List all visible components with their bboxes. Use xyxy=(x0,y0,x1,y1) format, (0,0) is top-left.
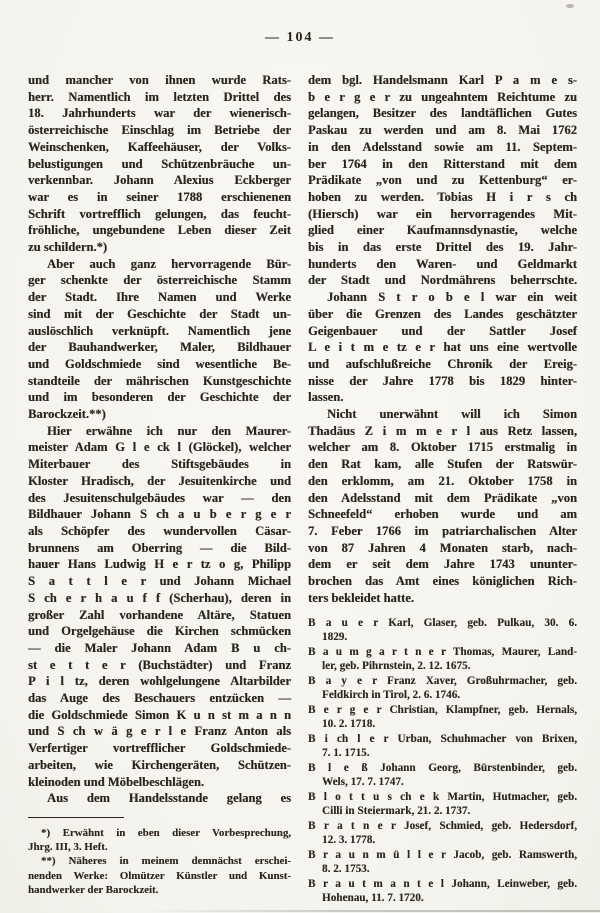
directory-entry-baumgartner xyxy=(308,645,577,674)
text-line: 1829. xyxy=(322,631,348,643)
text-line: auslöschlich verknüpft. Namentlich jene xyxy=(28,323,291,338)
text-line: B r a u n m ü l l e r Jacob, geb. Ramswerth, xyxy=(308,848,577,861)
text-line: 7. 1. 1715. xyxy=(322,747,370,759)
text-line: (Hiersch) war ein hervorragendes Mit- xyxy=(308,206,577,221)
text-line: der Bauhandwerker, Maler, Bildhauer xyxy=(28,340,291,355)
text-line: in den Adelsstand sowie am 11. Septem- xyxy=(308,139,577,154)
text-line: zu schildern.*) xyxy=(28,240,108,255)
text-line: und mancher von ihnen wurde Rats- xyxy=(28,73,291,87)
text-line: und Goldschmiede sind wesentliche Be- xyxy=(28,356,291,371)
footnote-2 xyxy=(28,854,291,897)
text-line: B r a t n e r Josef, Schmied, geb. Hedersdorf, xyxy=(308,819,577,832)
text-line: Thadäus Z i m m e r l aus Retz lassen, xyxy=(308,423,577,438)
text-line: standteile der mährischen Kunstgeschichte xyxy=(28,373,291,388)
left-column-body-text xyxy=(28,72,291,807)
text-line: lassen. xyxy=(308,390,344,405)
text-line: von 87 Jahren 4 Monaten starb, nach- xyxy=(308,540,577,555)
page-number: — 104 — xyxy=(265,30,335,45)
text-columns xyxy=(28,72,577,906)
text-line: fröhliche, ungebundene Leben dieser Zeit xyxy=(28,223,291,238)
footnotes xyxy=(28,826,291,897)
text-line: B i ch l e r Urban, Schuhmacher von Brixen, xyxy=(308,732,577,745)
text-line: den erklomm, am 21. Oktober 1758 in xyxy=(308,473,577,488)
paragraph-handelsstand-anfang xyxy=(28,790,291,807)
directory-entry-bless xyxy=(308,761,577,790)
text-line: **) Näheres in meinem demnächst erschei- xyxy=(41,855,291,868)
text-line: Hohenau, 11. 7. 1720. xyxy=(322,892,424,904)
directory-entry-blottuschek xyxy=(308,790,577,819)
paragraph-pamesberger xyxy=(308,72,577,289)
text-line: P i l tz, deren wohlgelungene Altarbilder xyxy=(28,674,291,689)
text-line: B a u m g a r t n e r Thomas, Maurer, Land- xyxy=(308,645,577,658)
text-line: Bildhauer Johann S ch a u b e r g e r xyxy=(28,507,291,522)
text-line: Miterbauer des Stiftsgebäudes in xyxy=(28,457,291,472)
text-line: Aber auch ganz hervorragende Bür- xyxy=(47,256,291,271)
right-column-body-text xyxy=(308,72,577,607)
text-line: ters bekleidet hatte. xyxy=(308,590,414,605)
text-line: Verfertiger vortrefflicher Goldschmiede- xyxy=(28,741,291,756)
text-line: den Rat kam, alle Stufen der Ratswür- xyxy=(308,457,577,472)
text-line: als Schöpfer des wundervollen Cäsar- xyxy=(28,523,291,538)
footnote-separator-rule xyxy=(28,817,124,818)
text-line: des Jesuitenschulgebäudes war — den xyxy=(28,490,291,505)
text-line: Cilli in Steiermark, 21. 2. 1737. xyxy=(322,805,471,817)
text-line: *) Erwähnt in eben dieser Vorbesprechung, xyxy=(41,826,291,839)
text-line: Kloster Hradisch, der Jesuitenkirche und xyxy=(28,473,291,488)
craftsmen-directory-list xyxy=(308,616,577,906)
text-line: hunderts den Waren- und Geldmarkt xyxy=(308,256,577,271)
text-line: bis in das erste Drittel des 19. Jahr- xyxy=(308,240,577,255)
text-line: Paskau zu werden und am 8. Mai 1762 xyxy=(308,123,577,138)
text-line: 18. Jahrhunderts war der wienerisch- xyxy=(28,106,291,121)
text-line: B l o t t u s ch e k Martin, Hutmacher, geb. xyxy=(308,790,577,803)
text-line: st e t t e r (Buchstädter) und Franz xyxy=(28,657,291,672)
text-line: B a u e r Karl, Glaser, geb. Pulkau, 30. 6. xyxy=(308,616,577,629)
text-line: brochen das Amt eines königlichen Rich- xyxy=(308,574,577,589)
text-line: das Auge des Beschauers entzücken — xyxy=(28,691,291,706)
text-line: arbeiten, wie Kirchengeräten, Schützen- xyxy=(28,757,291,772)
text-line: B e r g e r Christian, Klampfner, geb. Hernals, xyxy=(308,703,577,716)
text-line: Barockzeit.**) xyxy=(28,407,106,422)
text-line: war es in seiner 1788 erschienenen xyxy=(28,189,291,204)
text-line: die Goldschmiede Simon K u n st m a n n xyxy=(28,707,291,722)
text-line: hoben zu werden. Tobias H i r s ch xyxy=(308,189,577,204)
text-line: B r a u t m a n t e l Johann, Leinweber, geb. xyxy=(308,877,577,890)
directory-entry-bauer xyxy=(308,616,577,645)
text-line: ger schenkte der österreichische Stamm xyxy=(28,273,291,288)
text-line: handwerker der Barockzeit. xyxy=(28,883,159,896)
text-line: österreichische Einschlag im Betriebe der xyxy=(28,123,291,138)
text-line: brunnens am Oberring — die Bild- xyxy=(28,540,291,555)
text-line: B l e ß Johann Georg, Bürstenbinder, geb. xyxy=(308,761,577,774)
directory-entry-brautmantel xyxy=(308,877,577,906)
text-line: meister Adam G l e ck l (Glöckel), welcher xyxy=(28,440,291,455)
text-line: b e r g e r zu ungeahntem Reichtume zu xyxy=(308,89,577,104)
text-line: Weinschenken, Kaffeehäuser, der Volks- xyxy=(28,139,291,154)
text-line: hauer Hans Ludwig H e r tz o g, Philipp xyxy=(28,557,291,572)
text-line: gelangen, Besitzer des landtäflichen Gutes xyxy=(308,106,577,121)
paragraph-zimmerl xyxy=(308,406,577,606)
text-line: Prädikate „von und zu Kettenburg“ er- xyxy=(308,173,577,188)
text-line: dem bgl. Handelsmann Karl P a m e s- xyxy=(308,73,577,87)
text-line: 8. 2. 1753. xyxy=(322,863,370,875)
directory-entry-bratner xyxy=(308,819,577,848)
directory-entry-braunmueller xyxy=(308,848,577,877)
text-line: B a y e r Franz Xaver, Großuhrmacher, geb. xyxy=(308,674,577,687)
text-line: Nicht unerwähnt will ich Simon xyxy=(327,407,577,422)
scan-speck xyxy=(566,4,574,8)
text-line: Geigenbauer und der Sattler Josef xyxy=(308,323,577,338)
text-line: Wels, 17. 7. 1747. xyxy=(322,776,404,788)
text-line: ler, geb. Pihrnstein, 2. 12. 1675. xyxy=(322,660,471,672)
text-line: Jhrg. III, 3. Heft. xyxy=(28,841,108,854)
text-line: ber 1764 in den Ritterstand mit dem xyxy=(308,156,577,171)
paragraph-strobel-leitmetzer xyxy=(308,289,577,406)
text-line: 12. 3. 1778. xyxy=(322,834,376,846)
text-line: Feldkirch in Tirol, 2. 6. 1746. xyxy=(322,689,461,701)
text-line: Aus dem Handelsstande gelang es xyxy=(47,791,291,806)
text-line: — die Maler Johann Adam B u ch- xyxy=(28,640,291,655)
text-line: und aufschlußreiche Chronik der Ereig- xyxy=(308,356,577,371)
text-line: nisse der Jahre 1778 bis 1829 hinter- xyxy=(308,373,577,388)
text-line: und S ch w ä g e r l e Franz Anton als xyxy=(28,724,291,739)
text-line: 7. Feber 1766 im patriarchalischen Alter xyxy=(308,523,577,538)
text-line: nenden Werke: Olmützer Künstler und Kunst- xyxy=(28,869,291,882)
text-line: Schneefeld“ erhoben wurde und am xyxy=(308,507,577,522)
text-line: großer Zahl vorhandene Altäre, Statuen xyxy=(28,607,291,622)
text-line: S a t t l e r und Johann Michael xyxy=(28,574,291,589)
left-column xyxy=(28,72,291,906)
directory-entry-bayer xyxy=(308,674,577,703)
text-line: 10. 2. 1718. xyxy=(322,718,376,730)
text-line: den Adelsstand mit dem Prädikate „von xyxy=(308,490,577,505)
text-line: L e i t m e tz e r hat uns eine wertvolle xyxy=(308,340,577,355)
directory-entry-bichler xyxy=(308,732,577,761)
text-line: der Stadt und Nordmährens beherrschte. xyxy=(308,273,577,288)
text-line: kleinoden und Möbelbeschlägen. xyxy=(28,774,204,789)
text-line: welcher am 8. Oktober 1715 erstmalig in xyxy=(308,440,577,455)
text-line: und Orgelgehäuse die Kirchen schmücken xyxy=(28,624,291,639)
text-line: herr. Namentlich im letzten Drittel des xyxy=(28,89,291,104)
footnote-1 xyxy=(28,826,291,854)
text-line: Hier erwähne ich nur den Maurer- xyxy=(47,423,291,438)
text-line: dem er seit dem Jahre 1743 ununter- xyxy=(308,557,577,572)
right-column xyxy=(308,72,577,906)
text-line: Johann S t r o b e l war ein weit xyxy=(327,290,577,305)
text-line: belustigungen und Schützenbräuche un- xyxy=(28,156,291,171)
text-line: über die Grenzen des Landes geschätzter xyxy=(308,306,577,321)
paragraph-buerger xyxy=(28,256,291,423)
text-line: der Stadt. Ihre Namen und Werke xyxy=(28,290,291,305)
paragraph-ratsherren xyxy=(28,72,291,256)
text-line: glied einer Kaufmannsdynastie, welche xyxy=(308,223,577,238)
directory-entry-berger xyxy=(308,703,577,732)
text-line: und im besonderen der Geschichte der xyxy=(28,390,291,405)
scan-bottom-edge-shadow xyxy=(140,910,600,912)
text-line: S ch e r h a u f f (Scherhau), deren in xyxy=(28,590,291,605)
text-line: verkennbar. Johann Alexius Eckberger xyxy=(28,173,291,188)
paragraph-kuenstler xyxy=(28,423,291,790)
text-line: Schrift vortrefflich gelungen, das feucht- xyxy=(28,206,291,221)
text-line: sind mit der Geschichte der Stadt un- xyxy=(28,306,291,321)
